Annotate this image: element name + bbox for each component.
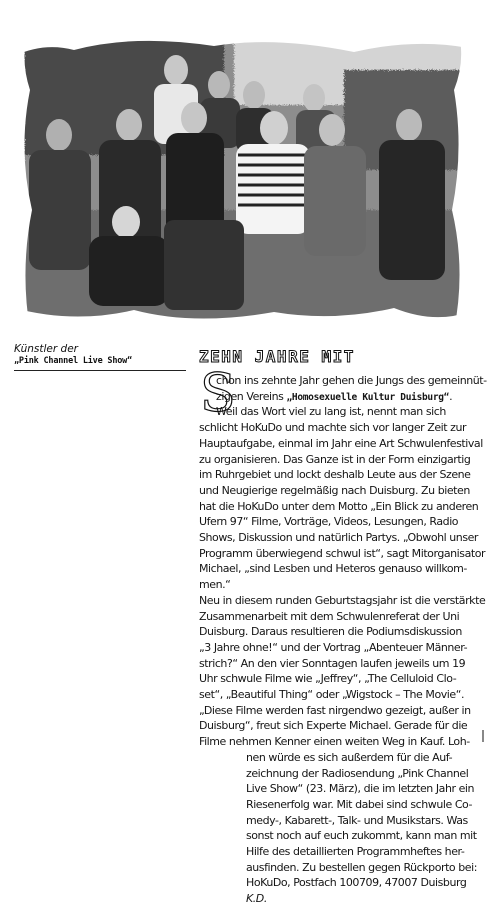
body-line <box>199 561 467 577</box>
body-text: zu organisieren. Das Ganze ist in der Form einzigartig <box>199 452 471 466</box>
body-text: ausfinden. Zu bestellen gegen Rückporto bei: <box>246 860 477 874</box>
body-line <box>246 860 477 876</box>
body-text: zigen Vereins <box>216 389 287 403</box>
body-line <box>246 875 466 891</box>
body-text: sonst noch auf euch zukommt, kann man mit <box>246 829 477 843</box>
body-line <box>246 797 472 813</box>
body-text: Riesenerfolg war. Mit dabei sind schwule Co- <box>246 797 473 811</box>
body-text: . <box>449 389 453 403</box>
body-line <box>199 452 470 468</box>
body-line <box>199 593 485 609</box>
body-text: Hauptaufgabe, einmal im Jahr eine Art Schwulenfestival <box>199 436 483 450</box>
body-line <box>199 656 465 672</box>
article-author: K.D. <box>246 892 267 906</box>
body-text: schlicht HoKuDo und machte sich vor langer Zeit zur <box>199 421 467 435</box>
body-text: „Diese Filme werden fast nirgendwo gezeigt, außer in <box>199 703 471 717</box>
body-text: HoKuDo, Postfach 100709, 47007 Duisburg <box>246 876 467 890</box>
body-line <box>246 781 474 797</box>
body-text: Shows, Diskussion und natürlich Partys. „Obwohl unser <box>199 531 479 544</box>
article-headline: ZEHN JAHRE MIT <box>199 347 355 366</box>
body-text: und Neugierige regelmäßig nach Duisburg. Zu bieten <box>199 483 470 497</box>
body-text: Weil das Wort viel zu lang ist, nennt man sich <box>216 405 446 419</box>
body-text: medy-, Kabarett-, Talk- und Musikstars. Was <box>246 813 468 827</box>
body-line <box>246 750 452 766</box>
body-line <box>199 703 471 719</box>
body-text: men.“ <box>199 578 231 592</box>
body-line <box>199 734 470 750</box>
body-line <box>246 844 464 860</box>
body-line <box>199 718 467 734</box>
body-line <box>199 530 478 546</box>
body-text: nen würde es sich außerdem für die Auf- <box>246 750 453 764</box>
body-text: Zusammenarbeit mit dem Schwulenreferat der Uni <box>199 609 460 623</box>
drop-cap: S <box>200 364 236 424</box>
caption-rule <box>14 370 186 371</box>
body-text: chon ins zehnte Jahr gehen die Jungs des gemeinnüt- <box>216 374 487 387</box>
body-line <box>199 514 458 530</box>
body-line <box>199 546 485 562</box>
body-text: Hilfe des detaillierten Programmheftes her- <box>246 845 465 858</box>
body-line <box>246 813 468 829</box>
body-line <box>199 687 464 703</box>
body-line <box>246 766 468 782</box>
body-line <box>199 436 483 452</box>
body-line <box>216 404 446 420</box>
body-text: Ufern 97“ Filme, Vorträge, Videos, Lesungen, Radio <box>199 515 459 529</box>
highlight-text: „Homosexuelle Kultur Duisburg“ <box>286 391 450 403</box>
body-text: zeichnung der Radiosendung „Pink Channel <box>246 766 469 780</box>
body-text: „3 Jahre ohne!“ und der Vortrag „Abenteuer Männer- <box>199 640 468 654</box>
body-text: Neu in diesem runden Geburtstagsjahr ist die verstärkte <box>199 593 486 607</box>
body-text: im Ruhrgebiet und lockt deshalb Leute aus der Szene <box>199 468 471 482</box>
body-line <box>199 483 470 499</box>
body-text: hat die HoKuDo unter dem Motto „Ein Blick zu anderen <box>199 499 479 513</box>
body-line <box>216 373 487 389</box>
photo-caption <box>14 343 189 371</box>
body-line <box>199 577 230 593</box>
body-text: Programm überwiegend schwul ist“, sagt Mitorganisator <box>199 546 486 560</box>
body-line <box>216 389 452 406</box>
body-text: set“, „Beautiful Thing“ oder „Wigstock – The Movie“. <box>199 688 465 701</box>
body-text: Duisburg. Daraus resultieren die Podiumsdiskussion <box>199 625 462 639</box>
caption-line-2: „Pink Channel Live Show“ <box>14 356 133 366</box>
body-text: Uhr schwule Filme wie „Jeffrey“, „The Celluloid Clo- <box>199 672 457 686</box>
body-line <box>199 609 459 625</box>
caption-line-1: Künstler der <box>14 343 78 355</box>
margin-mark <box>482 730 484 742</box>
body-text: Live Show“ (23. März), die im letzten Jahr ein <box>246 782 475 796</box>
body-text: Michael, „sind Lesben und Heteros genauso willkom- <box>199 562 467 576</box>
body-line <box>199 671 456 687</box>
group-photo <box>14 30 469 330</box>
body-line <box>199 624 462 640</box>
body-line <box>199 420 466 436</box>
body-text: strich?“ An den vier Sonntagen laufen jeweils um 19 <box>199 656 466 670</box>
body-line <box>199 640 467 656</box>
body-line <box>199 467 471 483</box>
body-line <box>199 499 478 515</box>
body-text: Filme nehmen Kenner einen weiten Weg in Kauf. Loh- <box>199 735 470 749</box>
body-text: Duisburg“, freut sich Experte Michael. Gerade für die <box>199 719 468 733</box>
body-line <box>246 828 477 844</box>
